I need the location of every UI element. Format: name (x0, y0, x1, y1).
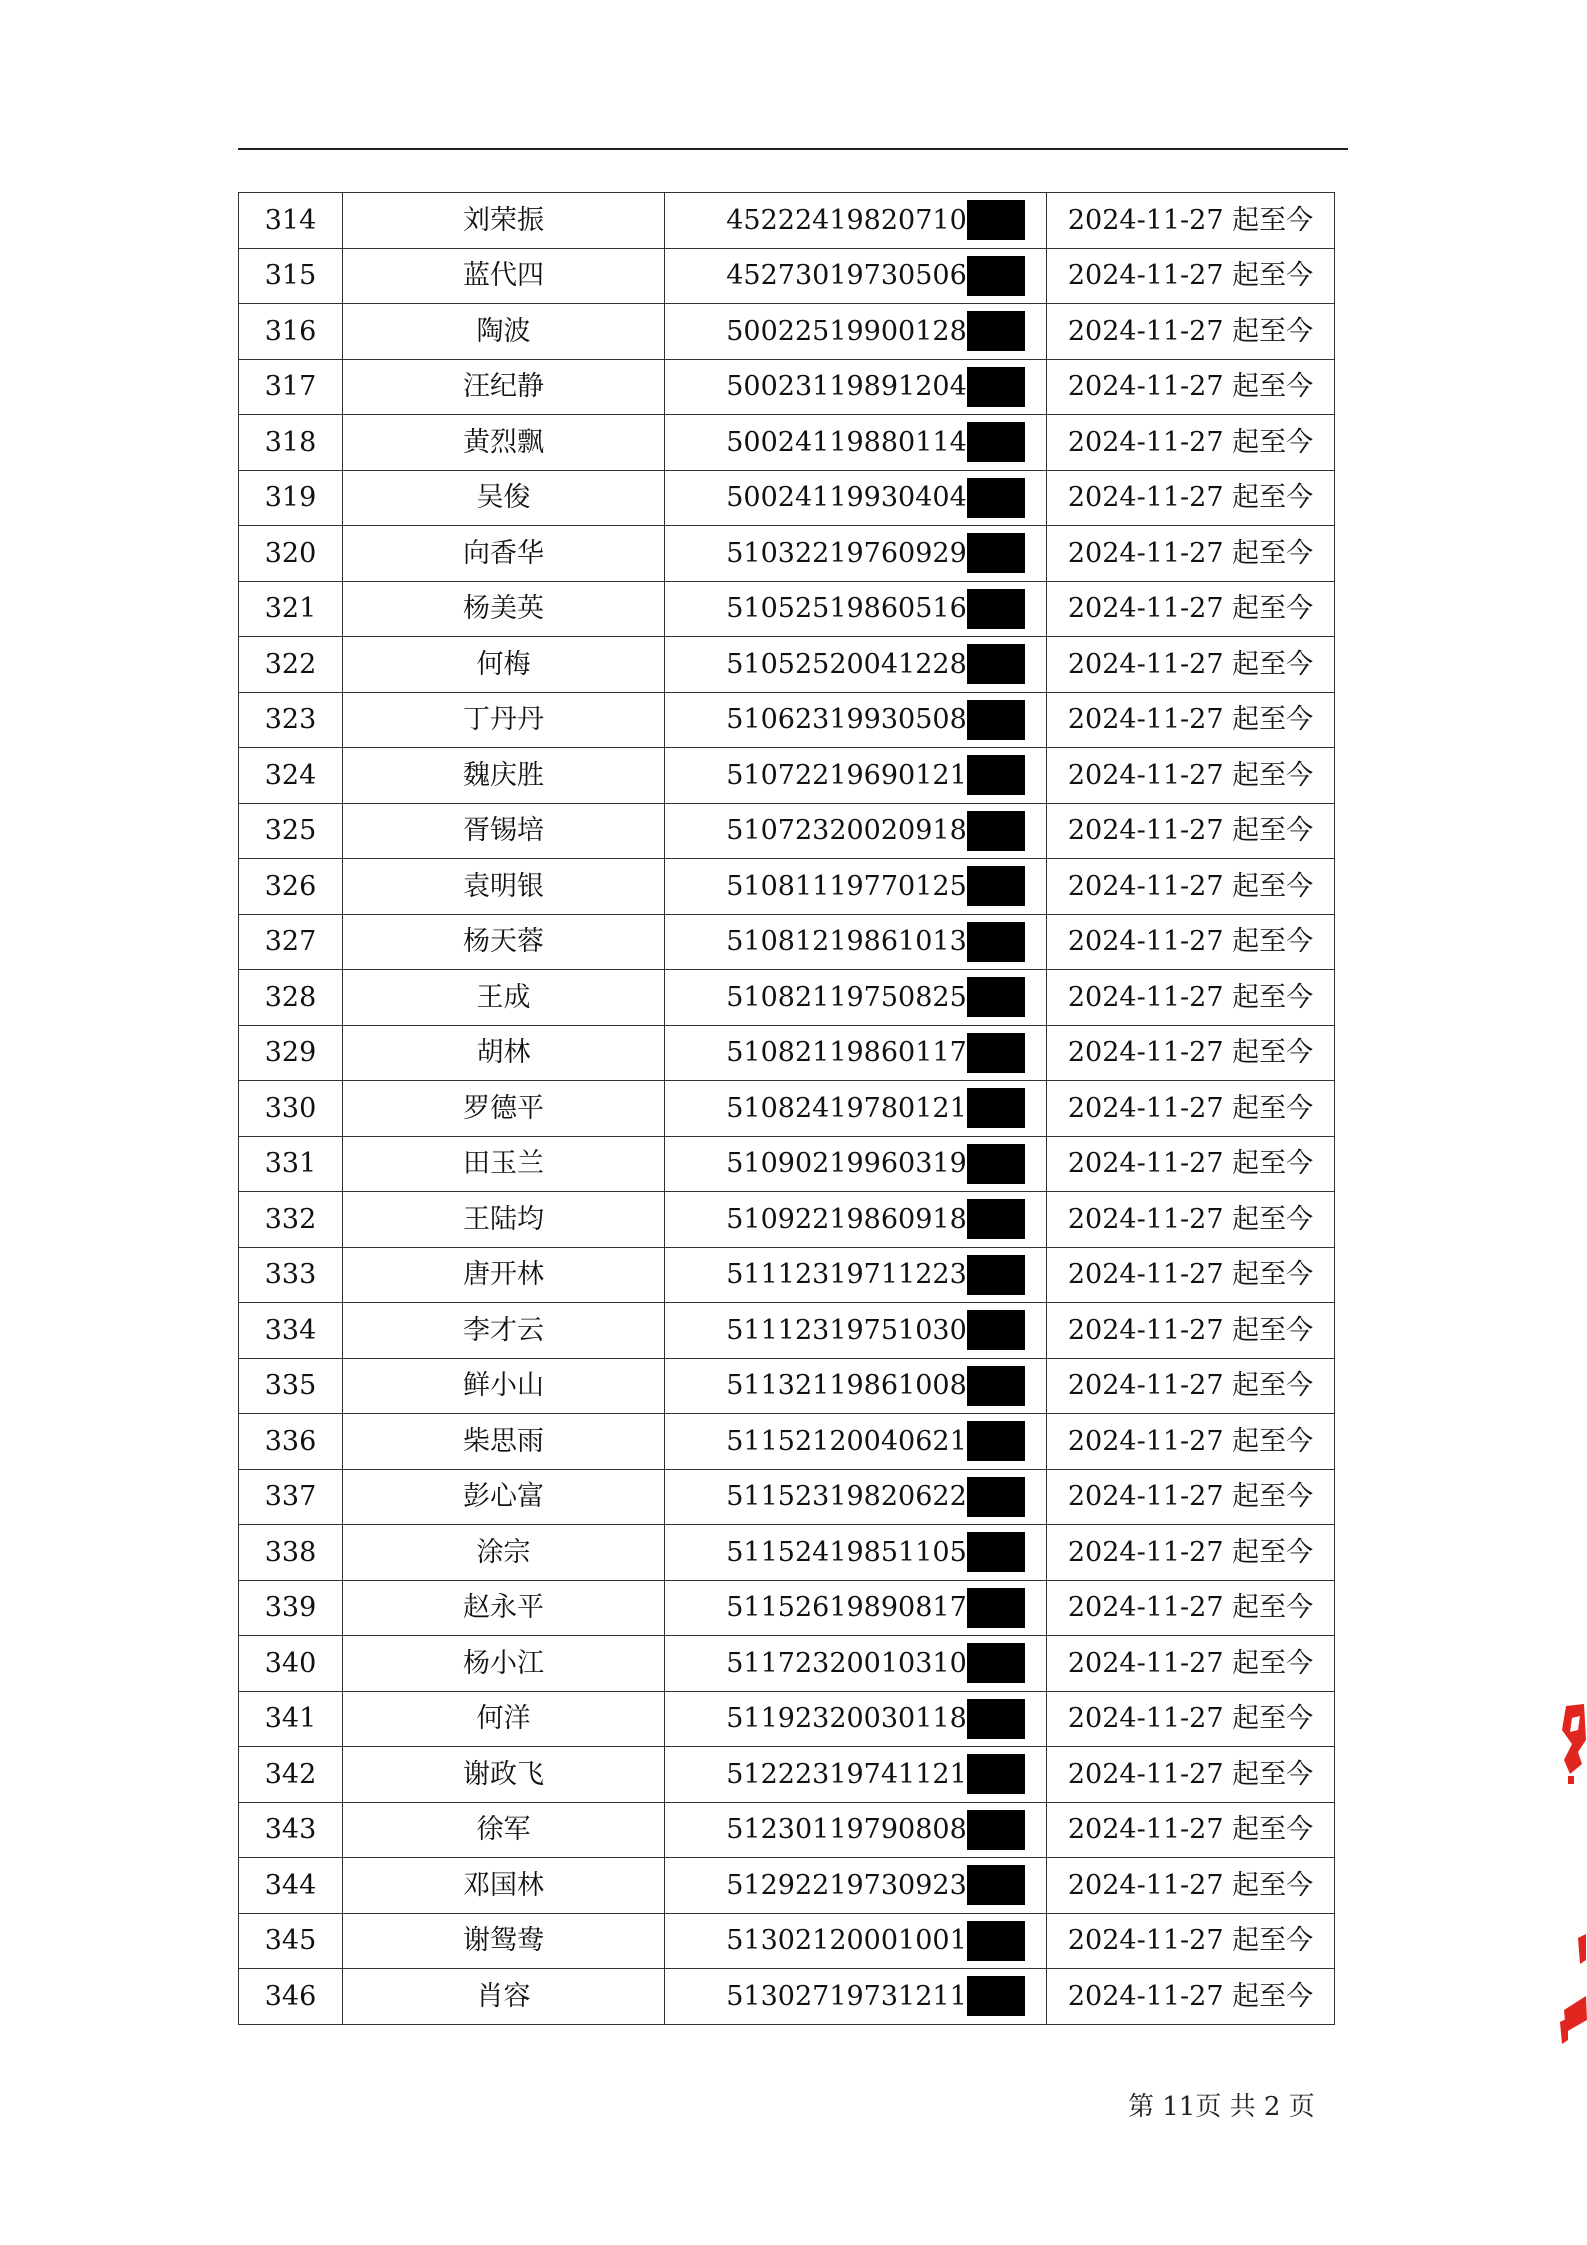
table-row (239, 1414, 1335, 1470)
name-cell: 吴俊 (343, 470, 665, 526)
name-cell: 王陆均 (343, 1192, 665, 1248)
date-cell: 2024-11-27 起至今 (1047, 1858, 1335, 1914)
redaction-block (967, 1366, 1025, 1406)
id-number-text: 51152619890817 (726, 1592, 967, 1624)
redaction-block (967, 644, 1025, 684)
table-row (239, 1858, 1335, 1914)
redaction-block (967, 1810, 1025, 1850)
redaction-block (967, 811, 1025, 851)
id-number-text: 51072320020918 (726, 815, 967, 847)
date-cell: 2024-11-27 起至今 (1047, 748, 1335, 804)
date-cell: 2024-11-27 起至今 (1047, 970, 1335, 1026)
row-number-cell: 317 (239, 359, 343, 415)
table-row (239, 1747, 1335, 1803)
row-number-cell: 332 (239, 1192, 343, 1248)
id-number-wrap (726, 755, 1025, 795)
id-number-text: 51152120040621 (726, 1425, 967, 1457)
date-cell: 2024-11-27 起至今 (1047, 1580, 1335, 1636)
date-cell: 2024-11-27 起至今 (1047, 914, 1335, 970)
date-cell: 2024-11-27 起至今 (1047, 692, 1335, 748)
id-number-wrap (726, 256, 1025, 296)
redaction-block (967, 256, 1025, 296)
id-number-wrap (726, 977, 1025, 1017)
date-cell: 2024-11-27 起至今 (1047, 1747, 1335, 1803)
row-number-cell: 330 (239, 1081, 343, 1137)
redaction-block (967, 1255, 1025, 1295)
row-number-cell: 339 (239, 1580, 343, 1636)
row-number-cell: 325 (239, 803, 343, 859)
id-number-wrap (726, 1310, 1025, 1350)
redaction-block (967, 1421, 1025, 1461)
id-number-wrap (726, 866, 1025, 906)
date-cell: 2024-11-27 起至今 (1047, 193, 1335, 249)
id-number-cell (665, 526, 1047, 582)
id-number-wrap (726, 811, 1025, 851)
table-row (239, 1802, 1335, 1858)
table-row (239, 1636, 1335, 1692)
redaction-block (967, 755, 1025, 795)
id-number-cell (665, 1747, 1047, 1803)
table-row (239, 914, 1335, 970)
id-number-wrap (726, 478, 1025, 518)
id-number-text: 51152319820622 (726, 1481, 967, 1513)
id-number-wrap (726, 644, 1025, 684)
name-cell: 唐开林 (343, 1247, 665, 1303)
row-number-cell: 314 (239, 193, 343, 249)
date-cell: 2024-11-27 起至今 (1047, 1691, 1335, 1747)
page-footer (1128, 2086, 1315, 2123)
date-cell: 2024-11-27 起至今 (1047, 637, 1335, 693)
row-number-cell: 315 (239, 248, 343, 304)
id-number-wrap (726, 1366, 1025, 1406)
date-cell: 2024-11-27 起至今 (1047, 248, 1335, 304)
id-number-text: 51052519860516 (726, 593, 967, 625)
redaction-block (967, 1976, 1025, 2016)
id-number-cell (665, 914, 1047, 970)
id-number-text: 51081219861013 (726, 926, 967, 958)
id-number-text: 51072219690121 (726, 759, 967, 791)
redaction-block (967, 367, 1025, 407)
id-number-text: 51222319741121 (726, 1758, 967, 1790)
name-cell: 丁丹丹 (343, 692, 665, 748)
table-row (239, 1358, 1335, 1414)
table-row (239, 1580, 1335, 1636)
name-cell: 胥锡培 (343, 803, 665, 859)
table-row (239, 359, 1335, 415)
id-number-wrap (726, 311, 1025, 351)
id-number-cell (665, 970, 1047, 1026)
id-number-cell (665, 248, 1047, 304)
redaction-block (967, 1477, 1025, 1517)
name-cell: 谢鸳鸯 (343, 1913, 665, 1969)
id-number-wrap (726, 1810, 1025, 1850)
id-number-cell (665, 1969, 1047, 2025)
row-number-cell: 343 (239, 1802, 343, 1858)
redaction-block (967, 1588, 1025, 1628)
id-number-text: 51192320030118 (726, 1703, 967, 1735)
id-number-wrap (726, 1421, 1025, 1461)
date-cell: 2024-11-27 起至今 (1047, 526, 1335, 582)
table-row (239, 1969, 1335, 2025)
date-cell: 2024-11-27 起至今 (1047, 1025, 1335, 1081)
date-cell: 2024-11-27 起至今 (1047, 1081, 1335, 1137)
red-seal-fragment (1558, 1700, 1587, 2060)
name-cell: 徐军 (343, 1802, 665, 1858)
id-number-wrap (726, 1144, 1025, 1184)
id-number-text: 50022519900128 (726, 315, 967, 347)
id-number-text: 51112319751030 (726, 1314, 967, 1346)
redaction-block (967, 1865, 1025, 1905)
table-row (239, 637, 1335, 693)
table-row (239, 193, 1335, 249)
redaction-block (967, 1921, 1025, 1961)
table-row (239, 1247, 1335, 1303)
row-number-cell: 320 (239, 526, 343, 582)
id-number-wrap (726, 422, 1025, 462)
id-number-cell (665, 1691, 1047, 1747)
page-number-label: 第 11页 (1128, 2092, 1222, 2122)
redaction-block (967, 200, 1025, 240)
row-number-cell: 327 (239, 914, 343, 970)
redaction-block (967, 700, 1025, 740)
row-number-cell: 326 (239, 859, 343, 915)
table-row (239, 748, 1335, 804)
name-cell: 王成 (343, 970, 665, 1026)
name-cell: 汪纪静 (343, 359, 665, 415)
id-number-cell (665, 1802, 1047, 1858)
roster-body (239, 193, 1335, 2025)
id-number-cell (665, 1525, 1047, 1581)
row-number-cell: 344 (239, 1858, 343, 1914)
id-number-wrap (726, 922, 1025, 962)
page-total-label: 共 2 页 (1229, 2092, 1315, 2122)
id-number-cell (665, 1469, 1047, 1525)
redaction-block (967, 977, 1025, 1017)
row-number-cell: 338 (239, 1525, 343, 1581)
name-cell: 黄烈飘 (343, 415, 665, 471)
date-cell: 2024-11-27 起至今 (1047, 470, 1335, 526)
date-cell: 2024-11-27 起至今 (1047, 1358, 1335, 1414)
date-cell: 2024-11-27 起至今 (1047, 1136, 1335, 1192)
name-cell: 李才云 (343, 1303, 665, 1359)
date-cell: 2024-11-27 起至今 (1047, 359, 1335, 415)
date-cell: 2024-11-27 起至今 (1047, 1802, 1335, 1858)
row-number-cell: 318 (239, 415, 343, 471)
redaction-block (967, 1754, 1025, 1794)
name-cell: 杨小江 (343, 1636, 665, 1692)
name-cell: 杨天蓉 (343, 914, 665, 970)
id-number-wrap (726, 1921, 1025, 1961)
name-cell: 肖容 (343, 1969, 665, 2025)
table-row (239, 248, 1335, 304)
redaction-block (967, 1033, 1025, 1073)
id-number-text: 51172320010310 (726, 1647, 967, 1679)
name-cell: 胡林 (343, 1025, 665, 1081)
table-row (239, 803, 1335, 859)
id-number-cell (665, 1636, 1047, 1692)
name-cell: 谢政飞 (343, 1747, 665, 1803)
table-row (239, 1525, 1335, 1581)
name-cell: 涂宗 (343, 1525, 665, 1581)
id-number-text: 45273019730506 (726, 260, 967, 292)
id-number-text: 51132119861008 (726, 1370, 967, 1402)
id-number-cell (665, 748, 1047, 804)
table-row (239, 1136, 1335, 1192)
name-cell: 魏庆胜 (343, 748, 665, 804)
name-cell: 陶波 (343, 304, 665, 360)
id-number-wrap (726, 589, 1025, 629)
id-number-cell (665, 1358, 1047, 1414)
id-number-cell (665, 304, 1047, 360)
id-number-cell (665, 1247, 1047, 1303)
row-number-cell: 337 (239, 1469, 343, 1525)
table-row (239, 304, 1335, 360)
id-number-cell (665, 1913, 1047, 1969)
row-number-cell: 316 (239, 304, 343, 360)
id-number-cell (665, 1303, 1047, 1359)
id-number-text: 50023119891204 (726, 371, 967, 403)
date-cell: 2024-11-27 起至今 (1047, 1247, 1335, 1303)
id-number-text: 51062319930508 (726, 704, 967, 736)
row-number-cell: 324 (239, 748, 343, 804)
id-number-wrap (726, 1532, 1025, 1572)
date-cell: 2024-11-27 起至今 (1047, 1192, 1335, 1248)
row-number-cell: 328 (239, 970, 343, 1026)
table-row (239, 581, 1335, 637)
id-number-text: 51082119750825 (726, 981, 967, 1013)
id-number-text: 51032219760929 (726, 537, 967, 569)
name-cell: 赵永平 (343, 1580, 665, 1636)
id-number-wrap (726, 1588, 1025, 1628)
table-row (239, 1691, 1335, 1747)
name-cell: 罗德平 (343, 1081, 665, 1137)
row-number-cell: 342 (239, 1747, 343, 1803)
id-number-wrap (726, 367, 1025, 407)
table-row (239, 692, 1335, 748)
id-number-wrap (726, 1033, 1025, 1073)
id-number-text: 51302120001001 (726, 1925, 967, 1957)
id-number-text: 51082119860117 (726, 1037, 967, 1069)
id-number-wrap (726, 700, 1025, 740)
name-cell: 何梅 (343, 637, 665, 693)
id-number-wrap (726, 1754, 1025, 1794)
date-cell: 2024-11-27 起至今 (1047, 1969, 1335, 2025)
redaction-block (967, 589, 1025, 629)
date-cell: 2024-11-27 起至今 (1047, 581, 1335, 637)
row-number-cell: 321 (239, 581, 343, 637)
date-cell: 2024-11-27 起至今 (1047, 415, 1335, 471)
table-row (239, 970, 1335, 1026)
id-number-cell (665, 581, 1047, 637)
id-number-text: 51230119790808 (726, 1814, 967, 1846)
id-number-cell (665, 1081, 1047, 1137)
date-cell: 2024-11-27 起至今 (1047, 803, 1335, 859)
date-cell: 2024-11-27 起至今 (1047, 1525, 1335, 1581)
name-cell: 蓝代四 (343, 248, 665, 304)
date-cell: 2024-11-27 起至今 (1047, 1636, 1335, 1692)
id-number-wrap (726, 1477, 1025, 1517)
id-number-wrap (726, 1199, 1025, 1239)
redaction-block (967, 1088, 1025, 1128)
table-row (239, 1025, 1335, 1081)
id-number-cell (665, 1580, 1047, 1636)
id-number-cell (665, 470, 1047, 526)
roster-table (238, 192, 1335, 2025)
date-cell: 2024-11-27 起至今 (1047, 859, 1335, 915)
id-number-cell (665, 859, 1047, 915)
redaction-block (967, 422, 1025, 462)
id-number-cell (665, 692, 1047, 748)
table-row (239, 1913, 1335, 1969)
table-row (239, 526, 1335, 582)
id-number-text: 51081119770125 (726, 870, 967, 902)
redaction-block (967, 1199, 1025, 1239)
row-number-cell: 346 (239, 1969, 343, 2025)
table-row (239, 859, 1335, 915)
table-row (239, 1303, 1335, 1359)
id-number-cell (665, 193, 1047, 249)
id-number-cell (665, 359, 1047, 415)
id-number-wrap (726, 533, 1025, 573)
id-number-cell (665, 415, 1047, 471)
row-number-cell: 335 (239, 1358, 343, 1414)
name-cell: 向香华 (343, 526, 665, 582)
id-number-cell (665, 1192, 1047, 1248)
header-rule (238, 148, 1348, 150)
name-cell: 田玉兰 (343, 1136, 665, 1192)
table-row (239, 1081, 1335, 1137)
redaction-block (967, 311, 1025, 351)
id-number-wrap (726, 1699, 1025, 1739)
id-number-text: 51302719731211 (726, 1980, 967, 2012)
id-number-text: 51092219860918 (726, 1203, 967, 1235)
row-number-cell: 329 (239, 1025, 343, 1081)
redaction-block (967, 1532, 1025, 1572)
row-number-cell: 319 (239, 470, 343, 526)
redaction-block (967, 1144, 1025, 1184)
redaction-block (967, 922, 1025, 962)
table-row (239, 415, 1335, 471)
date-cell: 2024-11-27 起至今 (1047, 304, 1335, 360)
redaction-block (967, 1643, 1025, 1683)
date-cell: 2024-11-27 起至今 (1047, 1913, 1335, 1969)
name-cell: 邓国林 (343, 1858, 665, 1914)
name-cell: 彭心富 (343, 1469, 665, 1525)
row-number-cell: 341 (239, 1691, 343, 1747)
table-row (239, 470, 1335, 526)
id-number-cell (665, 1025, 1047, 1081)
redaction-block (967, 1699, 1025, 1739)
id-number-text: 50024119930404 (726, 482, 967, 514)
name-cell: 袁明银 (343, 859, 665, 915)
id-number-cell (665, 803, 1047, 859)
id-number-cell (665, 1136, 1047, 1192)
id-number-text: 51292219730923 (726, 1869, 967, 1901)
id-number-text: 45222419820710 (726, 204, 967, 236)
id-number-wrap (726, 1976, 1025, 2016)
row-number-cell: 345 (239, 1913, 343, 1969)
date-cell: 2024-11-27 起至今 (1047, 1469, 1335, 1525)
id-number-wrap (726, 1643, 1025, 1683)
table-row (239, 1192, 1335, 1248)
id-number-text: 51052520041228 (726, 648, 967, 680)
name-cell: 刘荣振 (343, 193, 665, 249)
date-cell: 2024-11-27 起至今 (1047, 1414, 1335, 1470)
id-number-wrap (726, 200, 1025, 240)
id-number-text: 51082419780121 (726, 1092, 967, 1124)
redaction-block (967, 533, 1025, 573)
id-number-text: 51112319711223 (726, 1259, 967, 1291)
row-number-cell: 331 (239, 1136, 343, 1192)
id-number-wrap (726, 1255, 1025, 1295)
name-cell: 鲜小山 (343, 1358, 665, 1414)
id-number-cell (665, 1858, 1047, 1914)
name-cell: 柴思雨 (343, 1414, 665, 1470)
date-cell: 2024-11-27 起至今 (1047, 1303, 1335, 1359)
id-number-text: 51090219960319 (726, 1148, 967, 1180)
id-number-wrap (726, 1088, 1025, 1128)
redaction-block (967, 478, 1025, 518)
redaction-block (967, 866, 1025, 906)
redaction-block (967, 1310, 1025, 1350)
id-number-cell (665, 1414, 1047, 1470)
row-number-cell: 340 (239, 1636, 343, 1692)
id-number-wrap (726, 1865, 1025, 1905)
table-row (239, 1469, 1335, 1525)
row-number-cell: 323 (239, 692, 343, 748)
id-number-cell (665, 637, 1047, 693)
row-number-cell: 334 (239, 1303, 343, 1359)
row-number-cell: 322 (239, 637, 343, 693)
id-number-text: 50024119880114 (726, 426, 967, 458)
name-cell: 杨美英 (343, 581, 665, 637)
id-number-text: 51152419851105 (726, 1536, 967, 1568)
row-number-cell: 336 (239, 1414, 343, 1470)
row-number-cell: 333 (239, 1247, 343, 1303)
name-cell: 何洋 (343, 1691, 665, 1747)
